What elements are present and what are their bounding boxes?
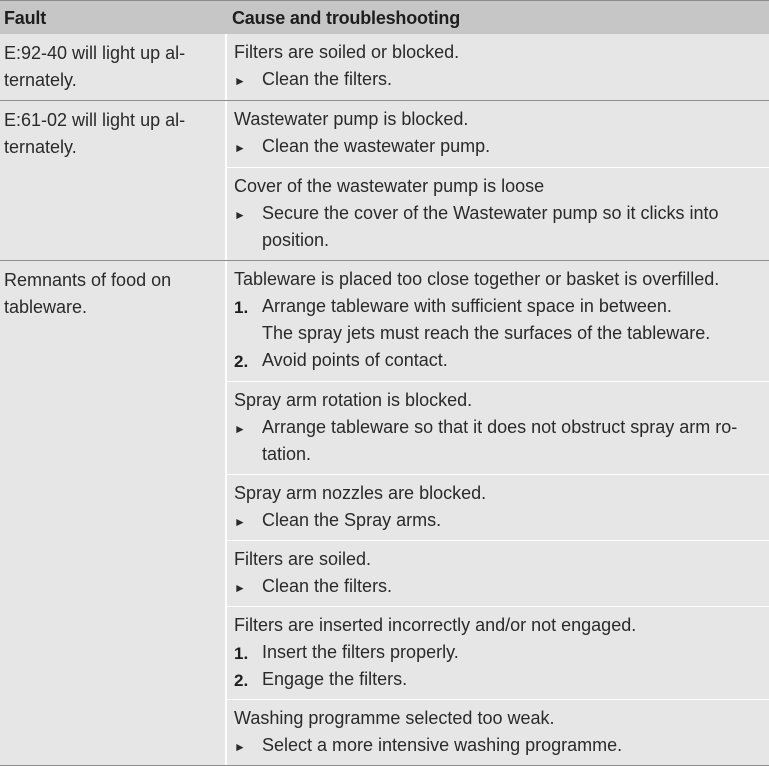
cause-title: Tableware is placed too close together or basket is overfilled. — [234, 269, 720, 289]
fault-row — [0, 34, 769, 100]
fault-text: Remnants of food on — [4, 270, 172, 290]
cause-title: Spray arm nozzles are blocked. — [234, 483, 487, 503]
cause-cell — [227, 381, 769, 475]
cause-cell — [227, 261, 769, 381]
step-number: 2. — [234, 352, 249, 371]
step-bullet-icon: ► — [234, 740, 246, 754]
fault-text: E:92-40 will light up al- — [4, 43, 186, 63]
cause-title: Wastewater pump is blocked. — [234, 109, 469, 129]
cause-cell — [227, 474, 769, 541]
step-bullet-icon: ► — [234, 515, 246, 529]
step-number: 2. — [234, 671, 249, 690]
step-text: position. — [262, 230, 330, 250]
fault-text: tableware. — [4, 297, 88, 317]
cause-title: Spray arm rotation is blocked. — [234, 390, 473, 410]
cause-cell — [227, 606, 769, 700]
header-fault: Fault — [4, 8, 46, 28]
step-number: 1. — [234, 644, 249, 663]
cause-cell — [227, 101, 769, 167]
cause-title: Filters are soiled. — [234, 549, 372, 569]
header-cause: Cause and troubleshooting — [232, 8, 461, 28]
cause-title: Washing programme selected too weak. — [234, 708, 555, 728]
cause-cell — [227, 540, 769, 607]
fault-row — [0, 101, 769, 260]
step-text: The spray jets must reach the surfaces of the tableware. — [262, 323, 711, 343]
step-text: Avoid points of contact. — [262, 350, 448, 370]
fault-text: ternately. — [4, 70, 77, 90]
step-text: Clean the filters. — [262, 69, 393, 89]
cause-column — [225, 261, 769, 765]
fault-row — [0, 261, 769, 765]
fault-text: ternately. — [4, 137, 77, 157]
fault-text: E:61-02 will light up al- — [4, 110, 186, 130]
step-text: Engage the filters. — [262, 669, 408, 689]
step-text: tation. — [262, 444, 312, 464]
step-bullet-icon: ► — [234, 422, 246, 436]
step-text: Insert the filters properly. — [262, 642, 459, 662]
step-bullet-icon: ► — [234, 208, 246, 222]
cause-title: Filters are soiled or blocked. — [234, 42, 460, 62]
step-text: Select a more intensive washing programme. — [262, 735, 623, 755]
step-bullet-icon: ► — [234, 581, 246, 595]
step-bullet-icon: ► — [234, 74, 246, 88]
step-text: Clean the filters. — [262, 576, 393, 596]
step-text: Arrange tableware so that it does not obstruct spray arm ro- — [262, 417, 738, 437]
cause-column — [225, 34, 769, 100]
step-bullet-icon: ► — [234, 141, 246, 155]
step-text: Secure the cover of the Wastewater pump so it clicks into — [262, 203, 719, 223]
cause-cell — [227, 34, 769, 100]
step-text: Clean the wastewater pump. — [262, 136, 491, 156]
fault-cell — [0, 101, 225, 260]
cause-cell — [227, 699, 769, 766]
cause-column — [225, 101, 769, 260]
cause-title: Filters are inserted incorrectly and/or not engaged. — [234, 615, 637, 635]
step-number: 1. — [234, 298, 249, 317]
table-header — [0, 0, 769, 34]
cause-title: Cover of the wastewater pump is loose — [234, 176, 545, 196]
step-text: Clean the Spray arms. — [262, 510, 442, 530]
cause-cell — [227, 167, 769, 261]
step-text: Arrange tableware with sufficient space in between. — [262, 296, 672, 316]
fault-cell — [0, 34, 225, 100]
fault-cell — [0, 261, 225, 765]
